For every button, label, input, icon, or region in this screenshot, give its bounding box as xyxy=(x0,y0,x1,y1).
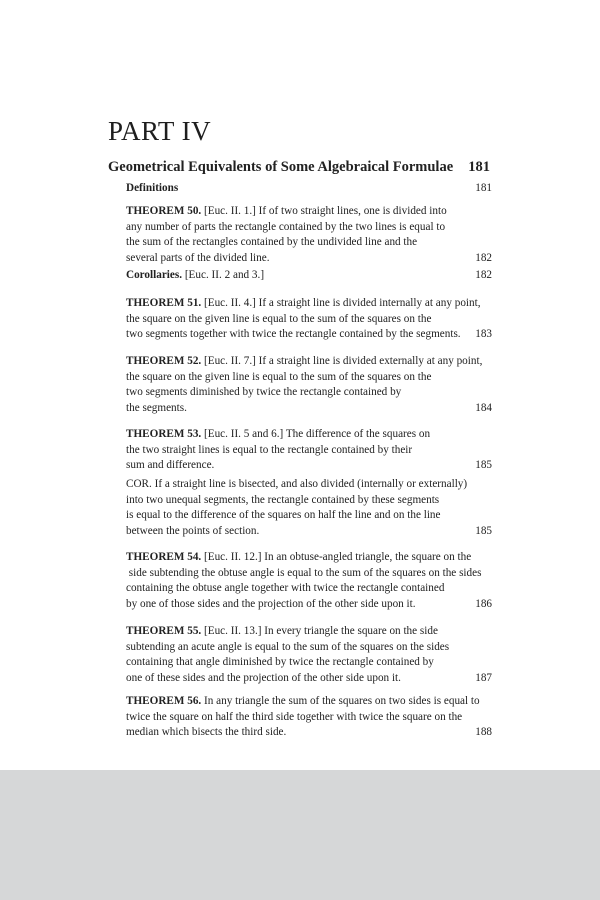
toc-entry-page: 182 xyxy=(475,251,492,264)
toc-entry-text xyxy=(126,493,439,509)
toc-entry-page: 185 xyxy=(475,524,492,537)
toc-entry-line xyxy=(126,427,492,443)
toc-entry-line-text: is equal to the difference of the squares on half the line and on the line xyxy=(126,509,441,521)
toc-entry-line-text: the square on the given line is equal to the sum of the squares on the xyxy=(126,370,432,383)
toc-entry-line-text: the square on the given line is equal to the sum of the squares on the xyxy=(126,312,432,325)
toc-entry-page: 183 xyxy=(475,328,492,340)
toc-entry-line-text: median which bisects the third side. xyxy=(126,726,287,738)
toc-entry-line-text: [Euc. II. 13.] In every triangle the square on the side xyxy=(201,625,438,637)
toc-entry-text xyxy=(126,597,416,613)
toc-entry-line xyxy=(126,443,492,459)
toc-entry-line xyxy=(126,671,492,687)
toc-entry-text xyxy=(126,251,270,267)
toc-entry-page: 187 xyxy=(475,671,492,684)
part-title: PART IV xyxy=(108,116,212,146)
toc-entry-line-text: any number of parts the rectangle contained by the two lines is equal to xyxy=(126,220,446,233)
toc-entry-text xyxy=(126,327,461,343)
toc-entry-text xyxy=(126,370,431,386)
toc-entry-line-text: several parts of the divided line. xyxy=(126,251,270,264)
toc-entry-page: 182 xyxy=(475,269,492,281)
section-title: Geometrical Equivalents of Some Algebraical Formulae xyxy=(108,159,454,175)
toc-entry-label: THEOREM 55. xyxy=(126,625,202,637)
toc-entry-line xyxy=(126,624,492,640)
toc-entry-line xyxy=(126,312,492,328)
toc-entry-line xyxy=(126,401,492,417)
toc-entry-text xyxy=(126,312,431,328)
toc-entry-line-text: containing the obtuse angle together with twice the rectangle contained xyxy=(126,582,445,594)
toc-entry-line xyxy=(126,655,492,671)
toc-entry-line-text: [Euc. II. 1.] If of two straight lines, one is divided into xyxy=(201,205,447,217)
toc-entry-text xyxy=(126,458,214,474)
toc-entry-line-text: [Euc. II. 2 and 3.] xyxy=(182,269,265,281)
toc-entry xyxy=(126,694,492,741)
toc-entry-line-text: In any triangle the sum of the squares on two sides is equal to xyxy=(201,695,480,707)
toc-entry-text xyxy=(126,640,449,656)
toc-entry-text xyxy=(126,581,444,597)
toc-entry-line xyxy=(126,581,492,597)
toc-entry-label: THEOREM 51. xyxy=(126,297,202,309)
toc-entry-line xyxy=(126,354,492,370)
toc-entry-line xyxy=(126,710,492,726)
toc-entry-text xyxy=(126,235,417,251)
toc-entry-line-text: by one of those sides and the projection of the other side upon it. xyxy=(126,597,416,610)
toc-entry-label: Corollaries. xyxy=(126,269,183,281)
toc-entry-text xyxy=(126,524,259,540)
toc-entry-line xyxy=(126,725,492,741)
toc-entry-line-text: [Euc. II. 7.] If a straight line is divided externally at any point, xyxy=(201,355,483,367)
toc-entry xyxy=(126,204,492,266)
toc-entry-line-text: sum and difference. xyxy=(126,459,215,471)
toc-entry-text xyxy=(126,710,462,726)
toc-entry-line xyxy=(126,597,492,613)
toc-entry xyxy=(126,354,492,416)
toc-entry xyxy=(126,296,492,343)
toc-entry-line xyxy=(126,327,492,343)
toc-entry-line-text: the segments. xyxy=(126,401,187,414)
toc-entry-line xyxy=(126,458,492,474)
toc-entry-line xyxy=(126,694,492,710)
toc-entry-line-text: side subtending the obtuse angle is equal to the sum of the squares on the sides xyxy=(126,566,482,579)
toc-entry-line-text: two segments together with twice the rectangle contained by the segments. xyxy=(126,328,461,340)
toc-entry-line-text: one of these sides and the projection of the other side upon it. xyxy=(126,671,401,684)
toc-entry-text xyxy=(126,354,482,370)
toc-entry-text xyxy=(126,443,412,459)
toc-entry-line-text: [Euc. II. 4.] If a straight line is divided internally at any point, xyxy=(201,297,481,309)
toc-entry-text xyxy=(126,268,264,284)
toc-entry-line-text: two segments diminished by twice the rectangle contained by xyxy=(126,386,402,398)
toc-entry-page: 186 xyxy=(475,597,492,610)
toc-entry-line xyxy=(126,524,492,540)
toc-entry-line-text: [Euc. II. 5 and 6.] The difference of the squares on xyxy=(201,428,431,440)
toc-entry-line xyxy=(126,370,492,386)
toc-entry xyxy=(126,477,492,539)
toc-entry-text xyxy=(126,725,286,741)
page-footer-band xyxy=(0,770,600,900)
toc-entry-text xyxy=(126,694,480,710)
toc-entry-label: THEOREM 56. xyxy=(126,695,202,707)
toc-entry-line-text: subtending an acute angle is equal to the sum of the squares on the sides xyxy=(126,640,450,653)
definitions-page: 181 xyxy=(475,182,492,194)
toc-entry-text xyxy=(126,296,481,312)
toc-entry-text xyxy=(126,401,187,417)
section-heading xyxy=(108,159,490,176)
toc-entry-line xyxy=(126,550,492,566)
toc-entry-label: THEOREM 52. xyxy=(126,355,202,367)
toc-entry-label: THEOREM 50. xyxy=(126,205,202,217)
toc-entry-definitions xyxy=(126,181,492,197)
toc-entry-line-text: containing that angle diminished by twice the rectangle contained by xyxy=(126,656,434,668)
toc-entry-text xyxy=(126,385,401,401)
toc-entry-line-text: twice the square on half the third side together with twice the square on the xyxy=(126,710,463,723)
toc-entry-text xyxy=(126,220,445,236)
toc-entry-line xyxy=(126,493,492,509)
toc-entry xyxy=(126,427,492,474)
toc-entry-line xyxy=(126,508,492,524)
definitions-label: Definitions xyxy=(126,182,179,194)
toc-entry-text xyxy=(126,624,438,640)
toc-entry-line-text: [Euc. II. 12.] In an obtuse-angled triangle, the square on the xyxy=(201,551,472,563)
toc-entry-text xyxy=(126,427,430,443)
toc-entry-line xyxy=(126,477,492,493)
toc-entry-label: THEOREM 53. xyxy=(126,428,202,440)
toc-entry-page: 185 xyxy=(475,459,492,471)
toc-entry-line-text: between the points of section. xyxy=(126,524,260,537)
toc-entry-text xyxy=(126,671,401,687)
toc-entry-line xyxy=(126,296,492,312)
toc-entry-text xyxy=(126,204,447,220)
toc-entry-line-text: the two straight lines is equal to the rectangle contained by their xyxy=(126,443,413,456)
toc-entry-text xyxy=(126,550,471,566)
toc-entry-text xyxy=(126,566,481,582)
toc-entry xyxy=(126,550,492,612)
toc-entry-line-text: into two unequal segments, the rectangle contained by these segments xyxy=(126,493,440,506)
toc-entry-label: THEOREM 54. xyxy=(126,551,202,563)
toc-entry-line xyxy=(126,220,492,236)
toc-entry-line xyxy=(126,566,492,582)
toc-entry-page: 184 xyxy=(475,401,492,414)
toc-entry-line xyxy=(126,268,492,284)
toc-entry-text xyxy=(126,508,441,524)
toc-entry-line xyxy=(126,204,492,220)
toc-entry-line xyxy=(126,235,492,251)
toc-entry-line-text: the sum of the rectangles contained by the undivided line and the xyxy=(126,236,418,248)
toc-entry-line xyxy=(126,385,492,401)
toc-entry-line-text: COR. If a straight line is bisected, and also divided (internally or externally) xyxy=(126,478,468,490)
toc-entry-text xyxy=(126,655,434,671)
toc-entry-text xyxy=(126,477,467,493)
section-page: 181 xyxy=(468,159,490,175)
toc-entry-line xyxy=(126,640,492,656)
toc-entry xyxy=(126,624,492,686)
toc-entry-page: 188 xyxy=(475,726,492,738)
toc-entry-line xyxy=(126,251,492,267)
toc-entry xyxy=(126,268,492,284)
